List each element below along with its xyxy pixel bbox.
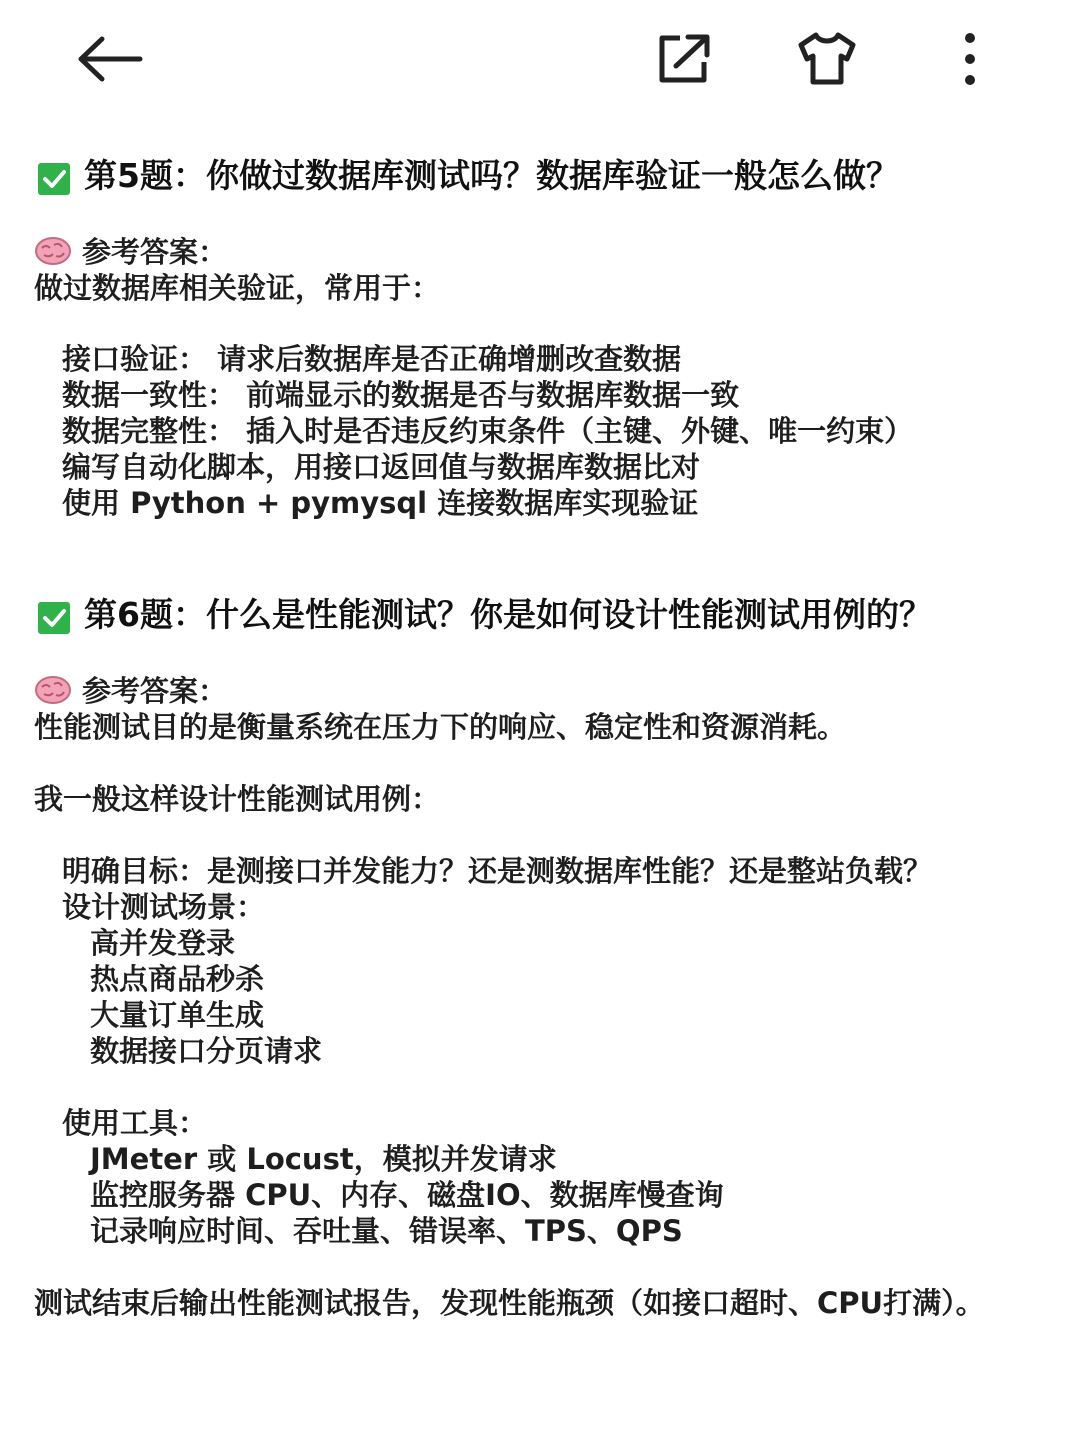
list-item: JMeter 或 Locust，模拟并发请求 [90,1142,557,1176]
list-item: 记录响应时间、吞吐量、错误率、TPS、QPS [90,1214,683,1248]
list-item: 高并发登录 [90,926,236,960]
list-item: 数据接口分页请求 [90,1034,323,1068]
external-share-icon[interactable] [656,32,712,84]
question-5-title: 第5题：你做过数据库测试吗？数据库验证一般怎么做？ [84,156,899,195]
arrow-left-icon[interactable] [76,34,144,84]
list-item: 数据完整性： 插入时是否违反约束条件（主键、外键、唯一约束） [62,414,914,448]
list-item: 使用 Python + pymysql 连接数据库实现验证 [62,486,699,520]
list-item: 大量订单生成 [90,998,265,1032]
t-shirt-icon[interactable] [796,30,858,86]
list-item: 明确目标：是测接口并发能力？还是测数据库性能？还是整站负载？ [62,854,933,888]
answer-intro: 做过数据库相关验证，常用于： [34,271,441,305]
list-item: 数据一致性： 前端显示的数据是否与数据库数据一致 [62,378,740,412]
check-mark-icon [38,163,70,195]
list-item: 监控服务器 CPU、内存、磁盘IO、数据库慢查询 [90,1178,724,1212]
list-item: 编写自动化脚本，用接口返回值与数据库数据比对 [62,450,701,484]
top-toolbar [0,0,1080,120]
question-6-title: 第6题：什么是性能测试？你是如何设计性能测试用例的？ [84,595,932,634]
check-mark-icon [38,602,70,634]
list-item: 接口验证： 请求后数据库是否正确增删改查数据 [62,342,682,376]
brain-icon [34,675,72,705]
more-vertical-icon[interactable] [958,32,982,86]
scenario-label: 设计测试场景： [62,890,266,924]
brain-icon [34,236,72,266]
list-item: 热点商品秒杀 [90,962,265,996]
tools-label: 使用工具： [62,1106,208,1140]
conclusion-text: 测试结束后输出性能测试报告，发现性能瓶颈（如接口超时、CPU打满）。 [34,1286,985,1320]
answer-label: 参考答案： [82,235,228,269]
answer-intro: 性能测试目的是衡量系统在压力下的响应、稳定性和资源消耗。 [34,710,847,744]
answer-label: 参考答案： [82,674,228,708]
design-intro: 我一般这样设计性能测试用例： [34,782,441,816]
